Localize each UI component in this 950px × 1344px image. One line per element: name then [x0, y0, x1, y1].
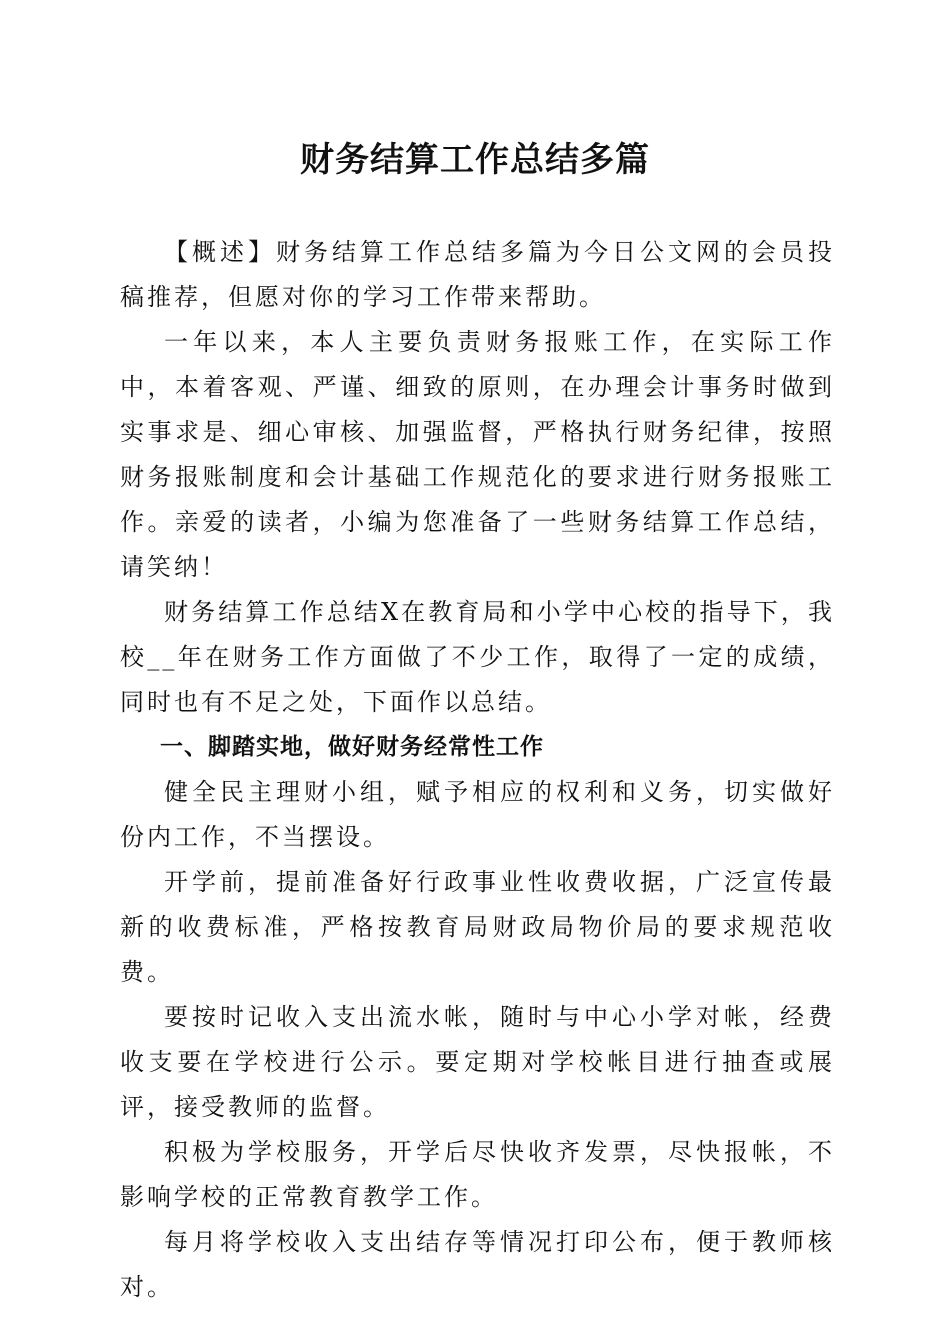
- paragraph-item-5: 每月将学校收入支出结存等情况打印公布，便于教师核对。: [120, 1228, 835, 1301]
- document-title: 财务结算工作总结多篇: [300, 140, 650, 180]
- paragraph-item-3: 要按时记收入支出流水帐，随时与中心小学对帐，经费收支要在学校进行公示。要定期对学校帐目进行抽查或展评，接受教师的监督。: [120, 1003, 835, 1121]
- section-heading: 一、脚踏实地，做好财务经常性工作: [160, 734, 544, 760]
- document-body: [120, 230, 835, 1310]
- paragraph-item-4: 积极为学校服务，开学后尽快收齐发票，尽快报帐，不影响学校的正常教育教学工作。: [120, 1138, 835, 1211]
- paragraph-summary: 财务结算工作总结X在教育局和小学中心校的指导下，我校__年在财务工作方面做了不少工作，取得了一定的成绩，同时也有不足之处，下面作以总结。: [120, 598, 835, 716]
- paragraph-item-1: 健全民主理财小组，赋予相应的权利和义务，切实做好份内工作，不当摆设。: [120, 778, 835, 851]
- paragraph-intro: 一年以来，本人主要负责财务报账工作，在实际工作中，本着客观、严谨、细致的原则，在办理会计事务时做到实事求是、细心审核、加强监督，严格执行财务纪律，按照财务报账制度和会计基础工作规范化的要求进行财务报账工作。亲爱的读者，小编为您准备了一些财务结算工作总结，请笑纳！: [120, 328, 835, 581]
- paragraph-overview: 【概述】财务结算工作总结多篇为今日公文网的会员投稿推荐，但愿对你的学习工作带来帮助。: [120, 238, 835, 311]
- paragraph-item-2: 开学前，提前准备好行政事业性收费收据，广泛宣传最新的收费标准，严格按教育局财政局物价局的要求规范收费。: [120, 868, 835, 986]
